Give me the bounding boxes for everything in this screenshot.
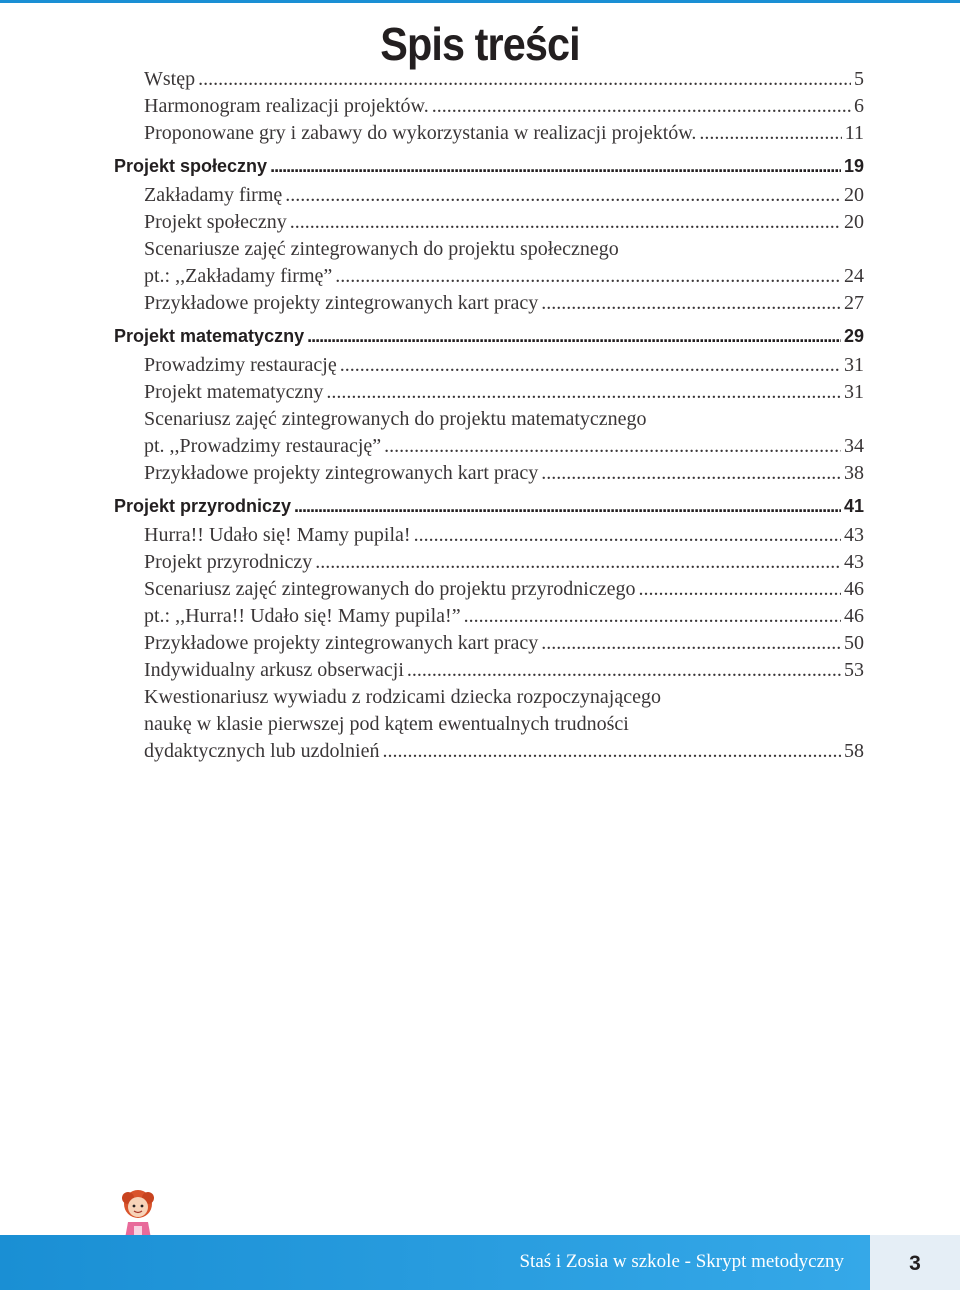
toc-entry-page: 38 (844, 462, 864, 484)
toc-entry (144, 93, 864, 120)
footer-bar (0, 1235, 870, 1290)
toc-leader-dots (432, 93, 851, 120)
toc-entry-label: pt.: ,,Zakładamy firmę” (144, 265, 333, 287)
toc-entry-label: Prowadzimy restaurację (144, 354, 337, 376)
toc-entry-label: pt.: ,,Hurra!! Udało się! Mamy pupila!” (144, 605, 461, 627)
toc-entry-page: 27 (844, 292, 864, 314)
toc-entry (144, 263, 864, 290)
toc-entry-label: Wstęp (144, 68, 196, 90)
toc-entry-label: Projekt matematyczny (114, 326, 305, 346)
toc-leader-dots (541, 630, 841, 657)
toc-entry-label: pt. ,,Prowadzimy restaurację” (144, 435, 382, 457)
toc-entry-page: 46 (844, 578, 864, 600)
toc-leader-dots (383, 738, 842, 765)
toc-entry (144, 352, 864, 379)
toc-entry-page: 41 (843, 496, 864, 516)
footer-page-number: 3 (870, 1235, 960, 1290)
toc-entry-page: 31 (844, 381, 864, 403)
toc-leader-dots (198, 66, 851, 93)
toc-entry-label: Proponowane gry i zabawy do wykorzystania w realizacji projektów. (144, 122, 697, 144)
toc-entry-page: 43 (844, 524, 864, 546)
toc-entry (144, 522, 864, 549)
toc-entry (144, 738, 864, 765)
toc-entry (144, 236, 864, 263)
toc-entry-label: Przykładowe projekty zintegrowanych kart pracy (144, 462, 539, 484)
toc-leader-dots (326, 379, 841, 406)
toc-entry-label: Projekt przyrodniczy (144, 551, 313, 573)
toc-leader-dots (340, 352, 841, 379)
toc-entry-label: Przykładowe projekty zintegrowanych kart pracy (144, 632, 539, 654)
toc-entry-label: dydaktycznych lub uzdolnień (144, 740, 380, 762)
toc-leader-dots (285, 182, 841, 209)
toc-entry-label: naukę w klasie pierwszej pod kątem ewentualnych trudności (144, 713, 629, 735)
page-title: Spis treści (380, 18, 580, 70)
toc-section (114, 153, 864, 180)
toc-leader-dots (294, 493, 841, 520)
toc-entry-label: Przykładowe projekty zintegrowanych kart pracy (144, 292, 539, 314)
toc-entry-page: 19 (843, 156, 864, 176)
toc-entry (144, 576, 864, 603)
toc-entry (144, 209, 864, 236)
toc-leader-dots (307, 323, 841, 350)
toc-leader-dots (464, 603, 841, 630)
toc-entry-page: 31 (844, 354, 864, 376)
toc-entry-page: 43 (844, 551, 864, 573)
toc-entry (144, 630, 864, 657)
toc-entry-page: 6 (854, 95, 864, 117)
toc-entry (144, 120, 864, 147)
toc-entry-label: Projekt przyrodniczy (114, 496, 292, 516)
toc-section (114, 493, 864, 520)
toc-entry (144, 379, 864, 406)
toc-leader-dots (541, 290, 841, 317)
toc-leader-dots (414, 522, 841, 549)
toc-entry-label: Scenariusz zajęć zintegrowanych do projektu matematycznego (144, 408, 647, 430)
toc-entry-page: 53 (844, 659, 864, 681)
toc-entry-label: Scenariusz zajęć zintegrowanych do projektu przyrodniczego (144, 578, 636, 600)
toc-leader-dots (315, 549, 841, 576)
table-of-contents (0, 66, 960, 765)
toc-entry-label: Harmonogram realizacji projektów. (144, 95, 429, 117)
toc-leader-dots (407, 657, 841, 684)
toc-entry (144, 711, 864, 738)
toc-leader-dots (270, 153, 841, 180)
toc-entry-page: 46 (844, 605, 864, 627)
footer-title: Staś i Zosia w szkole - Skrypt metodyczny (519, 1251, 844, 1272)
toc-entry-page: 20 (844, 211, 864, 233)
toc-entry (144, 290, 864, 317)
toc-entry-page: 20 (844, 184, 864, 206)
toc-entry (144, 603, 864, 630)
top-rule (0, 0, 960, 3)
toc-entry-label: Kwestionariusz wywiadu z rodzicami dziecka rozpoczynającego (144, 686, 661, 708)
toc-entry-label: Projekt matematyczny (144, 381, 324, 403)
toc-entry (144, 684, 864, 711)
toc-entry-page: 58 (844, 740, 864, 762)
toc-entry-label: Zakładamy firmę (144, 184, 283, 206)
toc-leader-dots (384, 433, 841, 460)
toc-entry (144, 406, 864, 433)
toc-entry (144, 657, 864, 684)
toc-entry-page: 11 (844, 122, 864, 144)
toc-leader-dots (335, 263, 841, 290)
toc-entry (144, 549, 864, 576)
toc-entry-page: 29 (843, 326, 864, 346)
toc-entry (144, 182, 864, 209)
toc-entry (144, 460, 864, 487)
toc-entry-label: Projekt społeczny (114, 156, 268, 176)
toc-leader-dots (290, 209, 841, 236)
toc-entry (144, 66, 864, 93)
toc-entry-page: 5 (854, 68, 864, 90)
toc-entry-page: 50 (844, 632, 864, 654)
toc-leader-dots (699, 120, 841, 147)
toc-entry (144, 433, 864, 460)
toc-leader-dots (541, 460, 841, 487)
toc-entry-label: Projekt społeczny (144, 211, 287, 233)
toc-entry-label: Hurra!! Udało się! Mamy pupila! (144, 524, 411, 546)
toc-entry-page: 34 (844, 435, 864, 457)
toc-entry-label: Indywidualny arkusz obserwacji (144, 659, 404, 681)
toc-entry-label: Scenariusze zajęć zintegrowanych do projektu społecznego (144, 238, 619, 260)
toc-entry-page: 24 (844, 265, 864, 287)
toc-section (114, 323, 864, 350)
toc-leader-dots (638, 576, 841, 603)
